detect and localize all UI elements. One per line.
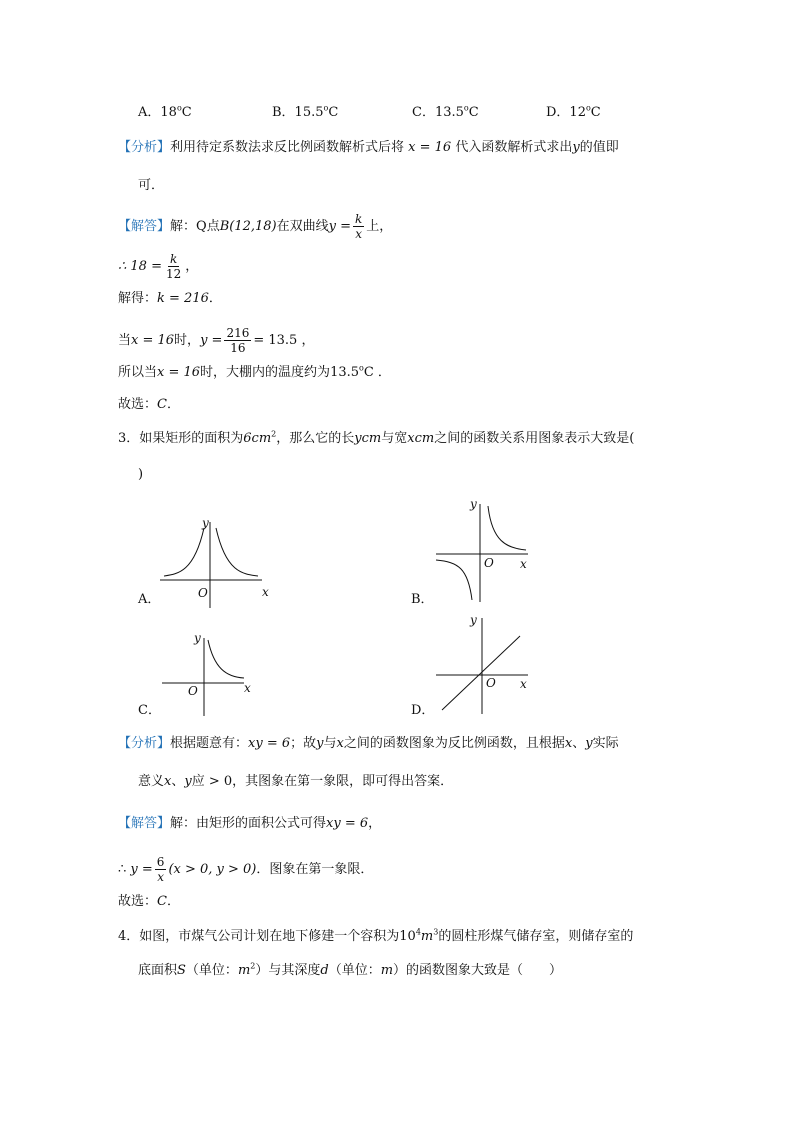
stem-text: 的圆柱形煤气储存室，则储存室的 [438, 929, 634, 944]
solution-expr: (x > 0, y > 0) [168, 862, 257, 877]
fraction-numerator: k [355, 212, 363, 226]
solution-text: ， [368, 816, 382, 831]
solution-text: 当 [118, 333, 132, 348]
q2-analysis-line2: 可． [138, 178, 165, 193]
graph-a [150, 510, 280, 610]
graph-c [160, 630, 260, 720]
solution-text: 所以当 [118, 365, 158, 380]
solution-text: 解得： [118, 291, 158, 306]
q3-analysis-line2 [138, 773, 453, 791]
analysis-text: 、 [171, 774, 185, 789]
solution-text: C ． [363, 365, 391, 380]
stem-text: ）与其深度 [255, 963, 321, 978]
analysis-tag: 【分析】 [118, 140, 171, 155]
line-through-origin [442, 636, 520, 710]
solution-text: 在双曲线 [276, 219, 329, 234]
solution-text: 时，大棚内的温度约为 [200, 365, 331, 380]
axis-x-label: x [262, 585, 269, 599]
fraction-numerator: 216 [226, 326, 250, 340]
stem-expr: S [177, 963, 186, 978]
stem-sup: 4 [415, 927, 421, 937]
label-d: D． [411, 703, 435, 718]
q3-solution-line1 [118, 815, 381, 833]
axis-y-label: y [470, 497, 477, 511]
stem-expr: ycm [354, 431, 382, 446]
stem-text: 与宽 [381, 431, 408, 446]
option-b-unit: C [328, 105, 339, 120]
axis-y-label: y [202, 516, 209, 530]
stem-expr: m [380, 963, 394, 978]
option-c-unit: C [468, 105, 479, 120]
stem-text: 4．如图，市煤气公司计划在地下修建一个容积为 [118, 929, 400, 944]
q3-stem-line1 [118, 430, 634, 448]
q2-solution-line5: 所以当x = 16时，大棚内的温度约为13.5$^o$C ． [118, 363, 391, 380]
axis-x-label: x [244, 681, 251, 695]
solution-text: ． [166, 397, 180, 412]
solution-text: ∴ [118, 862, 127, 877]
solution-text: 解：由矩形的面积公式可得 [170, 816, 327, 831]
q2-solution-line1 [118, 212, 392, 241]
fraction-denominator: x [355, 227, 363, 241]
option-d: D．12$^o$C [546, 103, 601, 120]
stem-expr: m [237, 963, 251, 978]
axis-x-label: x [520, 677, 527, 691]
stem-expr: m [420, 929, 434, 944]
stem-text: 之间的函数关系用图象表示大致是( [434, 431, 635, 446]
q2-solution-line6 [118, 396, 180, 414]
q2-analysis-line1 [118, 139, 619, 157]
solution-expr: 13.5 [330, 365, 360, 380]
solution-text: 解： [170, 219, 197, 234]
analysis-text: 与 [323, 736, 337, 751]
stem-text: （单位： [185, 963, 238, 978]
analysis-var: x [164, 774, 172, 789]
analysis-text: 的值即 [579, 140, 619, 155]
option-b: B．15.5$^o$C [272, 103, 339, 120]
solution-text: ． [208, 291, 222, 306]
stem-text: ，那么它的长 [276, 431, 355, 446]
stem-expr: xcm [407, 431, 435, 446]
label-c: C． [138, 703, 161, 718]
origin-label: O [484, 556, 494, 570]
stem-sup: 3 [433, 927, 439, 937]
solution-answer: C [157, 397, 167, 412]
q2-solution-line4 [118, 326, 314, 355]
solution-expr: xy = 6 [326, 816, 369, 831]
axis-y-label: y [470, 613, 477, 627]
fraction-6-over-x [155, 855, 167, 884]
axis-x-label: x [520, 557, 527, 571]
analysis-tag: 【分析】 [118, 736, 171, 751]
fraction-k-over-12 [164, 252, 183, 281]
option-a: A．18$^o$C [138, 103, 192, 120]
analysis-var: y [316, 736, 324, 751]
stem-text: 3．如果矩形的面积为 [118, 431, 244, 446]
solution-expr: k = 216 [157, 291, 209, 306]
q2-solution-line2 [118, 252, 198, 281]
axis-y-label: y [194, 631, 201, 645]
stem-expr: 6cm [243, 431, 272, 446]
solution-text: = 13.5 ， [253, 333, 315, 348]
solution-expr: x = 16 [131, 333, 175, 348]
analysis-text: 应 > 0 [191, 774, 233, 789]
solution-text: 时， [174, 333, 201, 348]
solution-tag: 【解答】 [118, 816, 171, 831]
q3-solution-line2 [118, 855, 373, 884]
solution-answer: C [157, 894, 167, 909]
analysis-text: 根据题意有： [170, 736, 249, 751]
fraction-denominator: 12 [165, 267, 182, 281]
solution-expr: x = 16 [157, 365, 201, 380]
analysis-var: x [336, 736, 344, 751]
fraction-denominator: 16 [230, 341, 246, 355]
stem-sup: 2 [250, 961, 256, 971]
option-d-text: D．12 [546, 105, 586, 120]
stem-text: （单位： [328, 963, 381, 978]
analysis-var: y [572, 140, 580, 155]
analysis-text: 意义 [138, 774, 165, 789]
option-a-unit: C [181, 105, 192, 120]
solution-text: Q点 [196, 219, 220, 234]
solution-text: ．图象在第一象限． [256, 862, 374, 877]
solution-expr: ∴ 18 = [118, 259, 162, 274]
curve-q1 [208, 640, 244, 678]
solution-expr: B(12,18) [219, 219, 277, 234]
solution-expr: y = [200, 333, 223, 348]
q4-stem-line2 [138, 962, 562, 980]
origin-label: O [188, 684, 198, 698]
fraction-numerator: 6 [156, 855, 165, 869]
curve-q3 [436, 560, 472, 600]
stem-text: ）的函数图象大致是（ ） [393, 963, 563, 978]
solution-text: ． [166, 894, 180, 909]
stem-expr: d [320, 963, 329, 978]
solution-text: 故选： [118, 894, 158, 909]
label-b: B． [411, 592, 434, 607]
q3-solution-line3 [118, 893, 180, 911]
stem-sup: 2 [271, 429, 277, 439]
fraction-k-over-x [353, 212, 364, 241]
solution-text: ， [185, 259, 199, 274]
solution-text: 故选： [118, 397, 158, 412]
option-c-text: C．13.5 [412, 105, 464, 120]
option-b-text: B．15.5 [272, 105, 324, 120]
curve-q1 [488, 506, 526, 550]
graph-b [432, 496, 537, 606]
solution-expr: y = [130, 862, 153, 877]
label-a: A． [138, 592, 161, 607]
graph-d [432, 612, 537, 717]
q3-stem-line2: ) [138, 467, 144, 482]
analysis-text: 利用待定系数法求反比例函数解析式后将 [170, 140, 405, 155]
curve-left [164, 528, 204, 576]
solution-tag: 【解答】 [118, 219, 171, 234]
q2-solution-line3 [118, 290, 222, 308]
fraction-numerator: k [169, 252, 178, 266]
analysis-var: y [184, 774, 192, 789]
option-c: C．13.5$^o$C [412, 103, 479, 120]
analysis-var: x [564, 736, 573, 751]
analysis-text: ，其图象在第一象限，即可得出答案． [232, 774, 454, 789]
origin-label: O [198, 586, 208, 600]
solution-expr: y = [328, 219, 352, 234]
fraction-216-over-16 [224, 326, 251, 355]
analysis-text: 、 [572, 736, 586, 751]
analysis-text: 之间的函数图象为反比例函数，且根据 [343, 736, 565, 751]
q3-analysis-line1 [118, 735, 619, 753]
analysis-text: 代入函数解析式求出 [455, 140, 573, 155]
analysis-text: 实际 [592, 736, 619, 751]
solution-text: 上， [366, 219, 393, 234]
analysis-expr: xy = 6 [248, 736, 291, 751]
fraction-denominator: x [157, 870, 164, 884]
stem-expr: 10 [399, 929, 416, 944]
analysis-text: ；故 [290, 736, 317, 751]
option-d-unit: C [590, 105, 601, 120]
option-a-text: A．18 [138, 105, 177, 120]
q4-stem-line1 [118, 928, 633, 946]
analysis-var: y [585, 736, 593, 751]
analysis-expr: x = 16 [408, 140, 452, 155]
origin-label: O [486, 676, 496, 690]
curve-right [216, 528, 258, 576]
stem-text: 底面积 [138, 963, 178, 978]
